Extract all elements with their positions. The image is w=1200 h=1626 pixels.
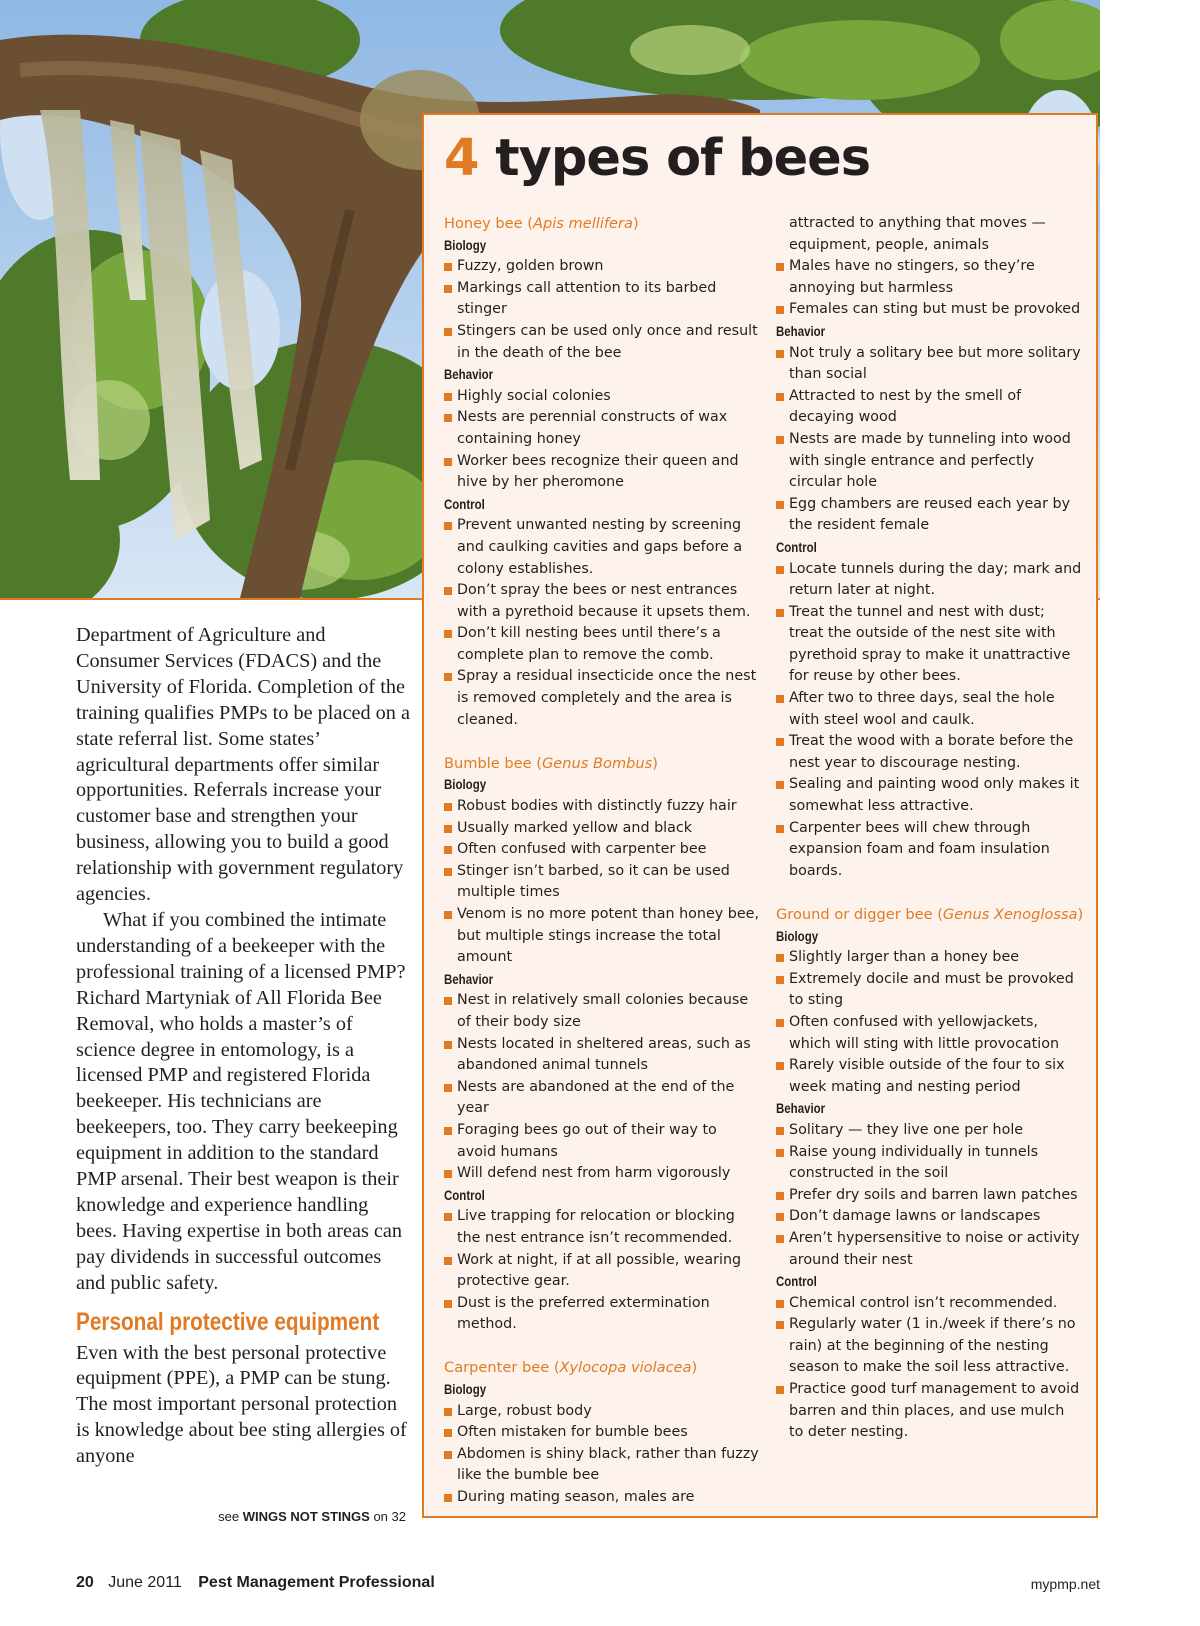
- ground-bee-heading: Ground or digger bee (Genus Xenoglossa): [776, 906, 1084, 923]
- carpenter-control-label: Control: [776, 538, 817, 555]
- list-item: Nests are perennial constructs of wax containing honey: [444, 407, 760, 450]
- issue-date: June 2011: [108, 1574, 182, 1591]
- list-item: Aren’t hypersensitive to noise or activity around their nest: [776, 1228, 1082, 1271]
- list-item: Nest in relatively small colonies because of their body size: [444, 990, 760, 1033]
- list-item: Treat the tunnel and nest with dust; treat the outside of the nest site with pyrethoid spray to make it unattractive for reuse by other bees.: [776, 602, 1082, 688]
- honey-bee-heading: Honey bee (Apis mellifera): [444, 215, 639, 232]
- website-link[interactable]: mypmp.net: [1030, 1576, 1100, 1592]
- list-item: Males have no stingers, so they’re annoying but harmless: [776, 256, 1082, 299]
- list-item: Usually marked yellow and black: [444, 818, 760, 840]
- honey-behavior-list: [444, 386, 760, 494]
- carpenter-biology-list: [444, 1401, 760, 1509]
- list-item: Foraging bees go out of their way to avoid humans: [444, 1120, 760, 1163]
- list-item: Solitary — they live one per hole: [776, 1120, 1082, 1142]
- bumble-control-label: Control: [444, 1186, 485, 1203]
- article-paragraph: What if you combined the intimate understanding of a beekeeper with the professional training of a licensed PMP? Richard Martyniak of All Florida Bee Removal, who holds a master’s of science degree in entomology, is a licensed PMP and registered Florida beekeeper. His technicians are beekeepers, too. They carry beekeeping equipment in addition to the standard PMP arsenal. Their best weapon is their knowledge and experience handling bees. Having expertise in both areas can pay dividends in successful outcomes and public safety.: [76, 908, 406, 1294]
- carpenter-bee-heading: Carpenter bee (Xylocopa violacea): [444, 1359, 698, 1377]
- list-item: Often confused with carpenter bee: [444, 839, 760, 861]
- list-item: Extremely docile and must be provoked to sting: [776, 969, 1082, 1012]
- list-item: Practice good turf management to avoid barren and thin places, and use mulch to deter nesting.: [776, 1379, 1082, 1444]
- list-item: Venom is no more potent than honey bee, but multiple stings increase the total amount: [444, 904, 760, 969]
- list-item: Attracted to nest by the smell of decaying wood: [776, 386, 1082, 429]
- carpenter-control-list: [776, 559, 1082, 883]
- list-item: Markings call attention to its barbed stinger: [444, 278, 760, 321]
- list-item: Nests located in sheltered areas, such as abandoned animal tunnels: [444, 1034, 760, 1077]
- list-item: Don’t damage lawns or landscapes: [776, 1206, 1082, 1228]
- list-item: Carpenter bees will chew through expansion foam and foam insulation boards.: [776, 818, 1082, 883]
- bumble-control-list: [444, 1206, 760, 1336]
- sidebar-right-column: [776, 213, 1082, 1444]
- list-item: Don’t kill nesting bees until there’s a complete plan to remove the comb.: [444, 623, 760, 666]
- bumble-biology-list: [444, 796, 760, 969]
- continuation-reference[interactable]: see WINGS NOT STINGS on 32: [218, 1509, 406, 1524]
- honey-behavior-label: Behavior: [444, 366, 494, 383]
- list-item: Raise young individually in tunnels constructed in the soil: [776, 1142, 1082, 1185]
- ground-control-label: Control: [776, 1273, 817, 1290]
- article-paragraph: Even with the best personal protective equipment (PPE), a PMP can be stung. The most important personal protection is knowledge about bee sting allergies of anyone: [76, 1341, 407, 1468]
- section-heading: Personal protective equipment: [76, 1307, 380, 1336]
- list-item: Females can sting but must be provoked: [776, 299, 1082, 321]
- list-item: Will defend nest from harm vigorously: [444, 1163, 760, 1185]
- carpenter-biology-label: Biology: [444, 1381, 487, 1398]
- bumble-behavior-label: Behavior: [444, 970, 494, 987]
- list-item: Slightly larger than a honey bee: [776, 947, 1082, 969]
- carpenter-biology-list-more: [776, 256, 1082, 321]
- list-item: Prevent unwanted nesting by screening and caulking cavities and gaps before a colony establishes.: [444, 515, 760, 580]
- article-column: [76, 623, 412, 1470]
- magazine-name: Pest Management Professional: [198, 1574, 435, 1591]
- carpenter-biology-continued: attracted to anything that moves — equipment, people, animals: [789, 215, 1046, 253]
- bumble-bee-heading: Bumble bee (Genus Bombus): [444, 754, 658, 772]
- article-paragraph: Department of Agriculture and Consumer Services (FDACS) and the University of Florida. Completion of the training qualifies PMPs to be placed on a state referral list. Some states’ agricultural departments offer similar opportunities. Referrals increase your customer base and strengthen your business, allowing you to build a good relationship with government regulatory agencies.: [76, 624, 411, 906]
- honey-biology-list: [444, 256, 760, 364]
- title-number: 4: [444, 129, 479, 188]
- list-item: Egg chambers are reused each year by the resident female: [776, 494, 1082, 537]
- list-item: Nests are abandoned at the end of the year: [444, 1077, 760, 1120]
- list-item: Not truly a solitary bee but more solitary than social: [776, 343, 1082, 386]
- list-item: Nests are made by tunneling into wood with single entrance and perfectly circular hole: [776, 429, 1082, 494]
- list-item: Often mistaken for bumble bees: [444, 1422, 760, 1444]
- list-item: Rarely visible outside of the four to six week mating and nesting period: [776, 1055, 1082, 1098]
- bee-types-sidebar: [422, 113, 1098, 1518]
- sidebar-left-column: [444, 213, 760, 1509]
- list-item: Chemical control isn’t recommended.: [776, 1293, 1082, 1315]
- list-item: Work at night, if at all possible, wearing protective gear.: [444, 1250, 760, 1293]
- list-item: Regularly water (1 in./week if there’s no rain) at the beginning of the nesting season to make the soil less attractive.: [776, 1314, 1082, 1379]
- list-item: Stingers can be used only once and result in the death of the bee: [444, 321, 760, 364]
- list-item: Dust is the preferred extermination method.: [444, 1293, 760, 1336]
- list-item: Fuzzy, golden brown: [444, 256, 760, 278]
- page-number: 20: [76, 1574, 94, 1591]
- list-item: Treat the wood with a borate before the nest year to discourage nesting.: [776, 731, 1082, 774]
- list-item: Highly social colonies: [444, 386, 760, 408]
- carpenter-behavior-list: [776, 343, 1082, 537]
- ground-control-list: [776, 1293, 1082, 1444]
- list-item: Live trapping for relocation or blocking the nest entrance isn’t recommended.: [444, 1206, 760, 1249]
- page-footer: [76, 1574, 435, 1592]
- carpenter-behavior-label: Behavior: [776, 322, 826, 339]
- list-item: Often confused with yellowjackets, which will sting with little provocation: [776, 1012, 1082, 1055]
- list-item: Prefer dry soils and barren lawn patches: [776, 1185, 1082, 1207]
- honey-biology-label: Biology: [444, 236, 487, 253]
- list-item: Worker bees recognize their queen and hive by her pheromone: [444, 451, 760, 494]
- honey-control-label: Control: [444, 495, 485, 512]
- list-item: Robust bodies with distinctly fuzzy hair: [444, 796, 760, 818]
- bumble-behavior-list: [444, 990, 760, 1184]
- list-item: After two to three days, seal the hole with steel wool and caulk.: [776, 688, 1082, 731]
- title-text: types of bees: [495, 129, 871, 188]
- ground-biology-label: Biology: [776, 927, 819, 944]
- list-item: Stinger isn’t barbed, so it can be used multiple times: [444, 861, 760, 904]
- list-item: During mating season, males are: [444, 1487, 760, 1509]
- list-item: Spray a residual insecticide once the nest is removed completely and the area is cleaned.: [444, 666, 760, 731]
- ground-biology-list: [776, 947, 1082, 1098]
- list-item: Don’t spray the bees or nest entrances with a pyrethoid because it upsets them.: [444, 580, 760, 623]
- sidebar-title: [444, 129, 870, 189]
- ground-behavior-list: [776, 1120, 1082, 1271]
- list-item: Locate tunnels during the day; mark and return later at night.: [776, 559, 1082, 602]
- honey-control-list: [444, 515, 760, 731]
- list-item: Sealing and painting wood only makes it somewhat less attractive.: [776, 774, 1082, 817]
- ground-behavior-label: Behavior: [776, 1100, 826, 1117]
- bumble-biology-label: Biology: [444, 776, 487, 793]
- list-item: Large, robust body: [444, 1401, 760, 1423]
- list-item: Abdomen is shiny black, rather than fuzzy like the bumble bee: [444, 1444, 760, 1487]
